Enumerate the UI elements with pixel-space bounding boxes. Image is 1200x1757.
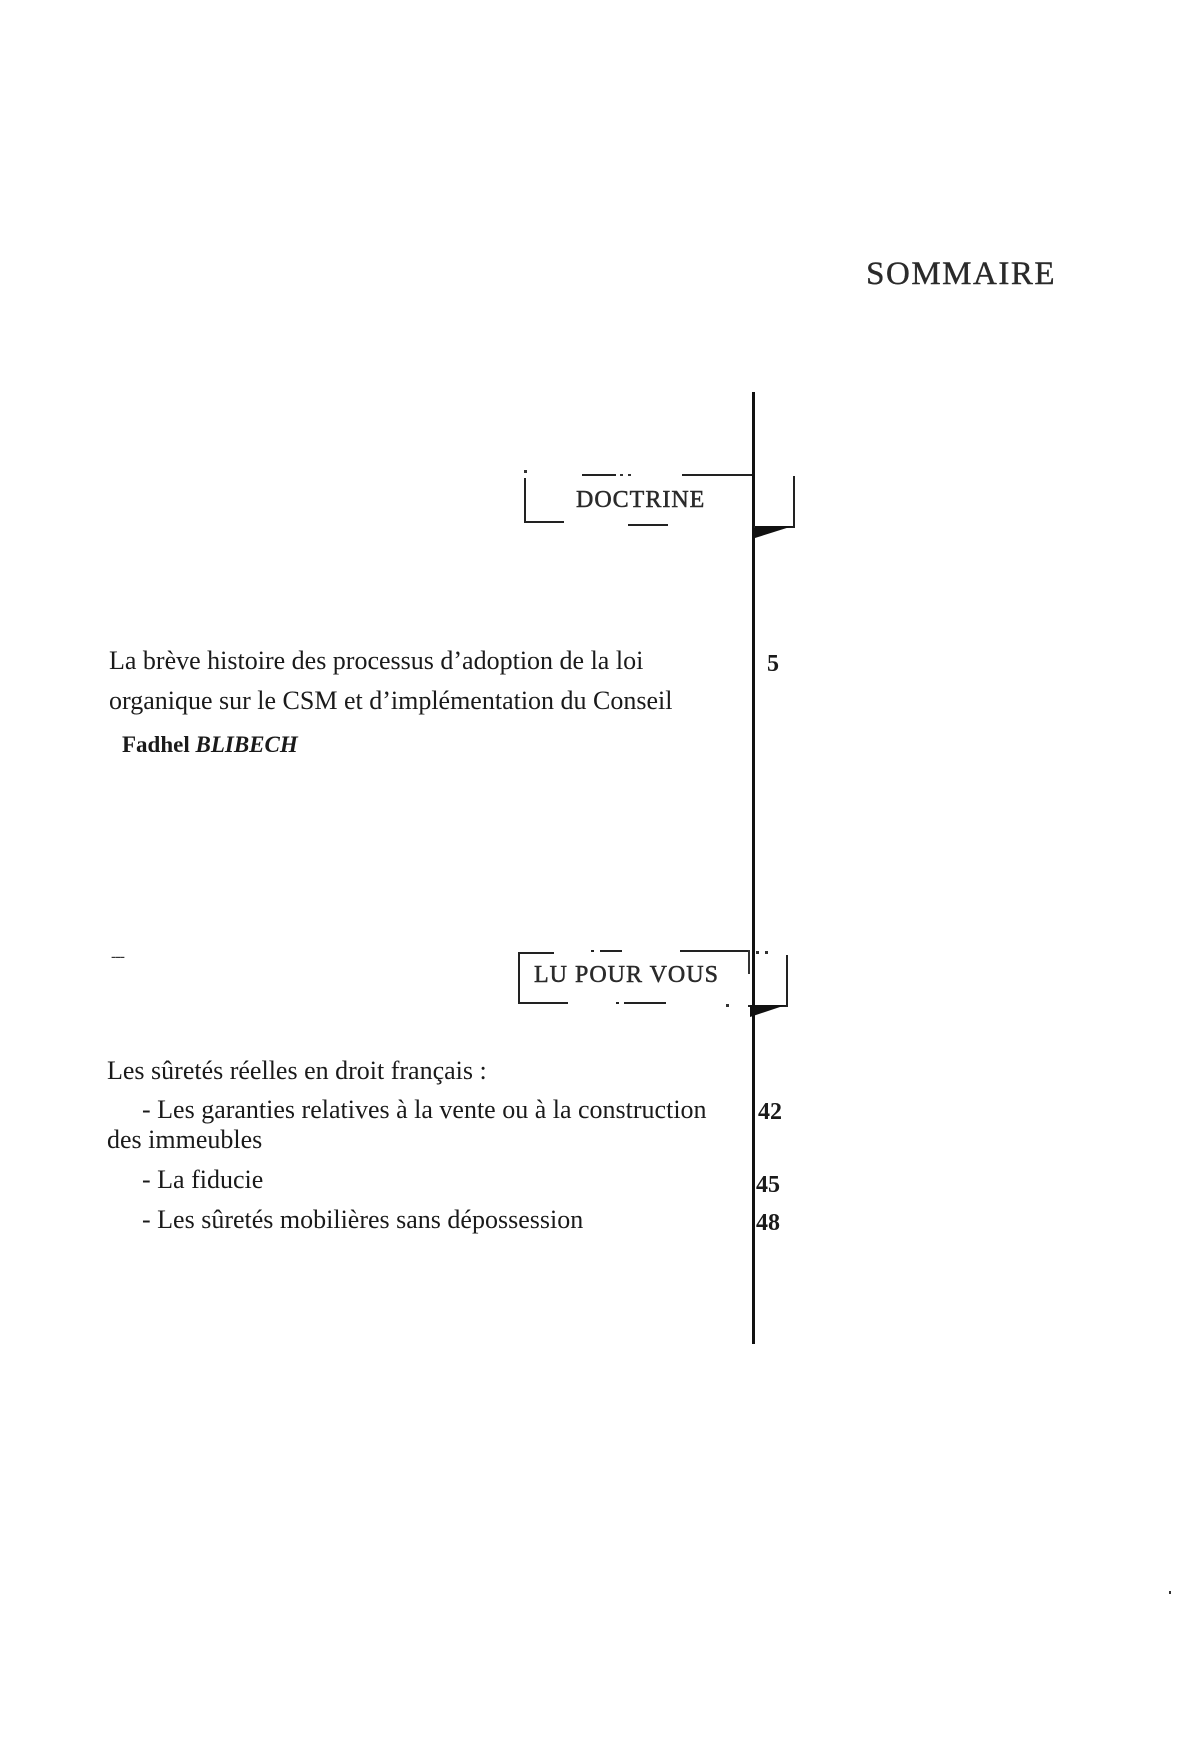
box-border	[793, 476, 795, 526]
box-border	[682, 474, 752, 476]
box-border	[524, 521, 564, 523]
flag-icon	[750, 1005, 786, 1017]
page-number: 5	[767, 651, 779, 677]
box-border	[582, 474, 616, 476]
scan-speck	[1169, 1591, 1171, 1594]
author-last-name: BLIBECH	[195, 732, 298, 757]
box-border	[518, 952, 554, 954]
box-dot	[765, 951, 768, 954]
entry-text: - Les garanties relatives à la vente ou à la construction	[142, 1095, 707, 1124]
entry-author	[122, 732, 298, 758]
box-border	[616, 1002, 619, 1004]
box-dot	[628, 474, 631, 476]
page-number: 48	[756, 1210, 780, 1236]
box-dot	[756, 951, 759, 954]
entry-text: organique sur le CSM et d’implémentation du Conseil	[109, 686, 673, 715]
margin-mark: ---	[111, 948, 124, 965]
box-dot	[748, 950, 750, 974]
page-number: 42	[758, 1099, 782, 1125]
entry-text: - Les sûretés mobilières sans dépossession	[142, 1205, 584, 1234]
entry-text: - La fiducie	[142, 1165, 264, 1194]
box-border	[624, 1002, 666, 1004]
section-label-lu-pour-vous: LU POUR VOUS	[534, 962, 719, 988]
box-border	[566, 1002, 568, 1004]
flag-icon	[755, 526, 793, 538]
box-border	[591, 950, 594, 952]
box-border	[600, 950, 622, 952]
box-border	[518, 1002, 566, 1004]
entry-text: La brève histoire des processus d’adoption de la loi	[109, 646, 644, 675]
section-intro: Les sûretés réelles en droit français :	[107, 1056, 487, 1085]
box-dot	[726, 1004, 729, 1007]
author-first-name: Fadhel	[122, 732, 190, 757]
section-label-doctrine: DOCTRINE	[576, 487, 706, 513]
box-dot	[620, 474, 623, 476]
box-border	[524, 478, 526, 522]
entry-text: des immeubles	[107, 1125, 263, 1154]
page-number: 45	[756, 1172, 780, 1198]
box-border	[786, 955, 788, 1005]
box-border	[628, 524, 668, 526]
box-border	[680, 950, 750, 952]
page-title: SOMMAIRE	[866, 256, 1056, 292]
box-dot	[524, 470, 527, 473]
box-border	[518, 952, 520, 1004]
